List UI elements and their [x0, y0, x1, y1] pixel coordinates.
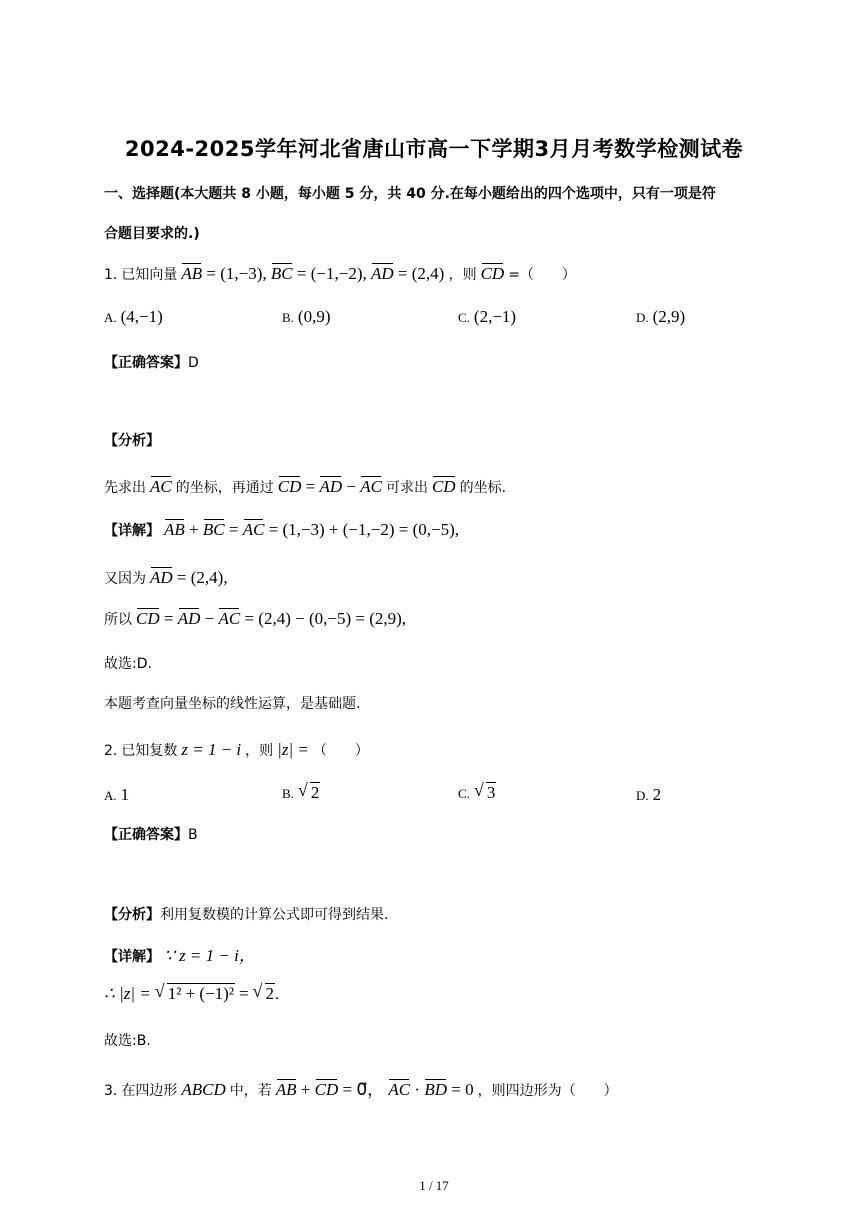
analysis-mid2: 可求出 [385, 480, 428, 496]
option-c [458, 307, 516, 327]
therefore-eq: = [238, 984, 249, 1003]
option-d-value: 2 [652, 785, 662, 804]
vector-ab: AB [181, 264, 203, 283]
question-number: 3. [104, 1083, 118, 1099]
vector-ab-value: (1,−3) [220, 264, 263, 283]
option-d [636, 307, 685, 327]
detail-so: 所以 [104, 612, 132, 628]
detail-1-line2: 又因为 AD = (2,4), [104, 568, 228, 587]
choose-2: 故选:B. [104, 1033, 151, 1049]
option-d-label: D. [636, 788, 649, 803]
option-d-value: (2,9) [652, 307, 686, 326]
detail-again-value: = (2,4) [176, 568, 224, 587]
option-b-value: 2 [310, 783, 320, 802]
option-c-value: (2,−1) [473, 307, 517, 326]
answer-1 [104, 352, 199, 372]
detail-so-expr: = (2,4) − (0,−5) = (2,9) [244, 609, 402, 628]
section-heading-line2: 合题目要求的.) [104, 226, 200, 242]
option-b-label: B. [282, 786, 294, 801]
option-a-label: A. [104, 310, 117, 325]
question-number: 1. [104, 267, 118, 283]
question-blank: （ ） [312, 743, 369, 759]
answer-label: 【正确答案】 [104, 827, 188, 843]
answer-value: B [188, 827, 198, 843]
question-1-stem: 1. 已知向量 AB = (1,−3), BC = (−1,−2), AD = (2,4) ，则 CD =（ ） [104, 264, 576, 283]
therefore-pre: ∴ |z| = [104, 984, 151, 1003]
detail-1-line1: 【详解】 AB + BC = AC = (1,−3) + (−1,−2) = (0,−5), [104, 520, 460, 539]
detail-2-line2: ∴ |z| = √ 1² + (−1)² = √ 2. [104, 981, 280, 1003]
detail-because: ∵ z = 1 − i， [164, 946, 256, 965]
therefore-radicand: 1² + (−1)² [167, 984, 234, 1003]
option-b [282, 307, 331, 327]
option-a [104, 307, 163, 327]
vector-bc: BC [270, 264, 293, 283]
option-d [636, 785, 661, 805]
vector-bc-value: (−1,−2) [310, 264, 363, 283]
question-then: ，则四边形为（ ） [477, 1083, 618, 1099]
analysis-label: 【分析】 [104, 907, 160, 923]
section-heading-line1: 一、选择题(本大题共 8 小题，每小题 5 分，共 40 分.在每小题给出的四个选项中，只有一项是符 [104, 186, 716, 202]
detail-again: 又因为 [104, 571, 146, 587]
analysis-text: 利用复数模的计算公式即可得到结果. [160, 907, 389, 923]
analysis-label-1: 【分析】 [104, 433, 160, 449]
analysis-pre: 先求出 [104, 480, 146, 496]
condition-1: = 0⃗， [342, 1080, 385, 1099]
question-lead: 在四边形 [121, 1083, 178, 1099]
question-then: ，则 [448, 267, 477, 283]
vector-ad-value: (2,4) [411, 264, 445, 283]
detail-1-line3: 所以 CD = AD − AC = (2,4) − (0,−5) = (2,9), [104, 609, 407, 628]
vector-cd: CD [480, 264, 505, 283]
option-b-value: (0,9) [297, 307, 331, 326]
option-d-label: D. [636, 310, 649, 325]
option-a [104, 785, 129, 805]
note-1: 本题考查向量坐标的线性运算，是基础题. [104, 696, 361, 712]
detail-2-line1 [104, 941, 256, 966]
question-3-stem: 3. 在四边形 ABCD 中，若 AB + CD = 0⃗， AC · BD = 0 ，则四边形为（ ） [104, 1080, 618, 1099]
option-c-label: C. [458, 310, 470, 325]
answer-value: D [188, 355, 199, 371]
option-a-value: (4,−1) [120, 307, 163, 326]
therefore-result: 2 [265, 984, 275, 1003]
option-b-label: B. [282, 310, 294, 325]
analysis-1-text: 先求出 AC 的坐标，再通过 CD = AD − AC 可求出 CD 的坐标. [104, 477, 507, 496]
answer-label: 【正确答案】 [104, 355, 188, 371]
detail-label: 【详解】 [104, 523, 160, 539]
quadrilateral-name: ABCD [181, 1080, 226, 1099]
page-title: 2024-2025学年河北省唐山市高一下学期3月月考数学检测试卷 [124, 137, 744, 161]
z-definition: z = 1 − i [181, 740, 242, 759]
option-c-label: C. [458, 786, 470, 801]
choose-1: 故选:D. [104, 656, 152, 672]
question-blank: =（ ） [508, 267, 576, 283]
detail-expr: = (1,−3) + (−1,−2) = (0,−5), [268, 520, 460, 539]
vector-ac: AC [150, 477, 172, 496]
question-lead: 已知复数 [121, 743, 178, 759]
option-a-label: A. [104, 788, 117, 803]
question-then: ，则 [245, 743, 274, 759]
page-number: 1 / 17 [419, 1178, 449, 1193]
abs-z: |z| = [277, 740, 309, 759]
question-lead: 已知向量 [121, 267, 178, 283]
option-a-value: 1 [120, 785, 130, 804]
option-c-value: 3 [486, 783, 496, 802]
detail-label: 【详解】 [104, 949, 160, 965]
question-2-stem [104, 740, 369, 760]
analysis-mid1: 的坐标，再通过 [175, 480, 274, 496]
analysis-2 [104, 904, 388, 924]
answer-2 [104, 824, 198, 844]
vector-ad: AD [370, 264, 394, 283]
option-b: B. √ 2 [282, 780, 320, 802]
option-c: C. √ 3 [458, 780, 496, 802]
condition-2: = 0 [451, 1080, 474, 1099]
question-mid: 中，若 [229, 1083, 272, 1099]
analysis-end: 的坐标. [459, 480, 507, 496]
question-number: 2. [104, 743, 118, 759]
